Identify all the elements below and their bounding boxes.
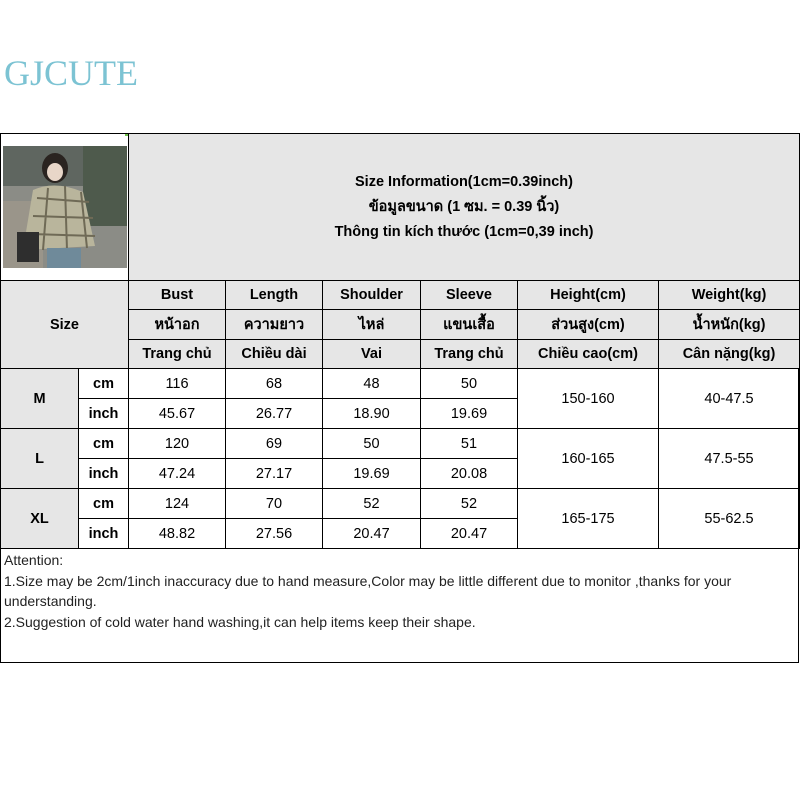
col-header-sleeve-th: แขนเสื้อ: [421, 310, 518, 340]
col-header-height: Height(cm): [518, 281, 659, 310]
brand-logo: GJCUTE: [4, 53, 138, 93]
shoulder-inch: 19.69: [323, 459, 421, 489]
table-row: [1, 489, 800, 519]
info-line-vi: Thông tin kích thước (1cm=0,39 inch): [334, 223, 594, 240]
col-header-bust: Bust: [129, 281, 226, 310]
bust-inch: 48.82: [129, 519, 226, 549]
size-information-banner: [129, 134, 800, 281]
unit-cell: cm: [79, 489, 129, 519]
shoulder-cm: 48: [323, 369, 421, 399]
height-range: 165-175: [518, 489, 659, 549]
shoulder-cm: 50: [323, 429, 421, 459]
unit-cell: cm: [79, 369, 129, 399]
weight-range: 40-47.5: [659, 369, 800, 429]
size-cell: XL: [1, 489, 79, 549]
length-cm: 69: [226, 429, 323, 459]
sleeve-cm: 52: [421, 489, 518, 519]
col-header-length-vi: Chiều dài: [226, 340, 323, 369]
table-row: [1, 369, 800, 399]
col-header-length: Length: [226, 281, 323, 310]
attention-notes: [4, 550, 794, 632]
col-header-shoulder-vi: Vai: [323, 340, 421, 369]
note-item: 1.Size may be 2cm/1inch inaccuracy due to hand measure,Color may be little different due to monitor ,thanks for your understanding.: [4, 572, 732, 609]
sleeve-inch: 20.47: [421, 519, 518, 549]
sleeve-inch: 20.08: [421, 459, 518, 489]
col-header-sleeve-vi: Trang chủ: [421, 340, 518, 369]
weight-range: 55-62.5: [659, 489, 800, 549]
col-header-bust-th: หน้าอก: [129, 310, 226, 340]
col-header-sleeve: Sleeve: [421, 281, 518, 310]
sleeve-inch: 19.69: [421, 399, 518, 429]
bust-cm: 120: [129, 429, 226, 459]
length-cm: 68: [226, 369, 323, 399]
notes-heading: Attention:: [4, 552, 64, 568]
col-header-weight: Weight(kg): [659, 281, 800, 310]
table-row: [1, 429, 800, 459]
sleeve-cm: 50: [421, 369, 518, 399]
col-header-shoulder: Shoulder: [323, 281, 421, 310]
col-header-height-th: ส่วนสูง(cm): [518, 310, 659, 340]
size-cell: M: [1, 369, 79, 429]
col-header-bust-vi: Trang chủ: [129, 340, 226, 369]
bust-cm: 116: [129, 369, 226, 399]
size-chart: [0, 133, 799, 663]
product-photo-cell: [1, 134, 129, 281]
shoulder-inch: 18.90: [323, 399, 421, 429]
length-inch: 27.56: [226, 519, 323, 549]
model-photo-icon: [3, 146, 127, 268]
info-line-th: ข้อมูลขนาด (1 ซม. = 0.39 นิ้ว): [368, 198, 560, 215]
note-item: 2.Suggestion of cold water hand washing,it can help items keep their shape.: [4, 613, 476, 630]
info-line-en: Size Information(1cm=0.39inch): [355, 173, 573, 190]
shoulder-inch: 20.47: [323, 519, 421, 549]
unit-cell: inch: [79, 459, 129, 489]
col-header-weight-th: น้ำหนัก(kg): [659, 310, 800, 340]
bust-inch: 45.67: [129, 399, 226, 429]
length-cm: 70: [226, 489, 323, 519]
unit-cell: cm: [79, 429, 129, 459]
size-header: Size: [1, 281, 129, 369]
height-range: 160-165: [518, 429, 659, 489]
height-range: 150-160: [518, 369, 659, 429]
length-inch: 27.17: [226, 459, 323, 489]
col-header-height-vi: Chiều cao(cm): [518, 340, 659, 369]
size-cell: L: [1, 429, 79, 489]
shoulder-cm: 52: [323, 489, 421, 519]
weight-range: 47.5-55: [659, 429, 800, 489]
sleeve-cm: 51: [421, 429, 518, 459]
col-header-weight-vi: Cân nặng(kg): [659, 340, 800, 369]
bust-inch: 47.24: [129, 459, 226, 489]
length-inch: 26.77: [226, 399, 323, 429]
unit-cell: inch: [79, 399, 129, 429]
bust-cm: 124: [129, 489, 226, 519]
col-header-shoulder-th: ไหล่: [323, 310, 421, 340]
size-table: [0, 133, 800, 549]
unit-cell: inch: [79, 519, 129, 549]
col-header-length-th: ความยาว: [226, 310, 323, 340]
